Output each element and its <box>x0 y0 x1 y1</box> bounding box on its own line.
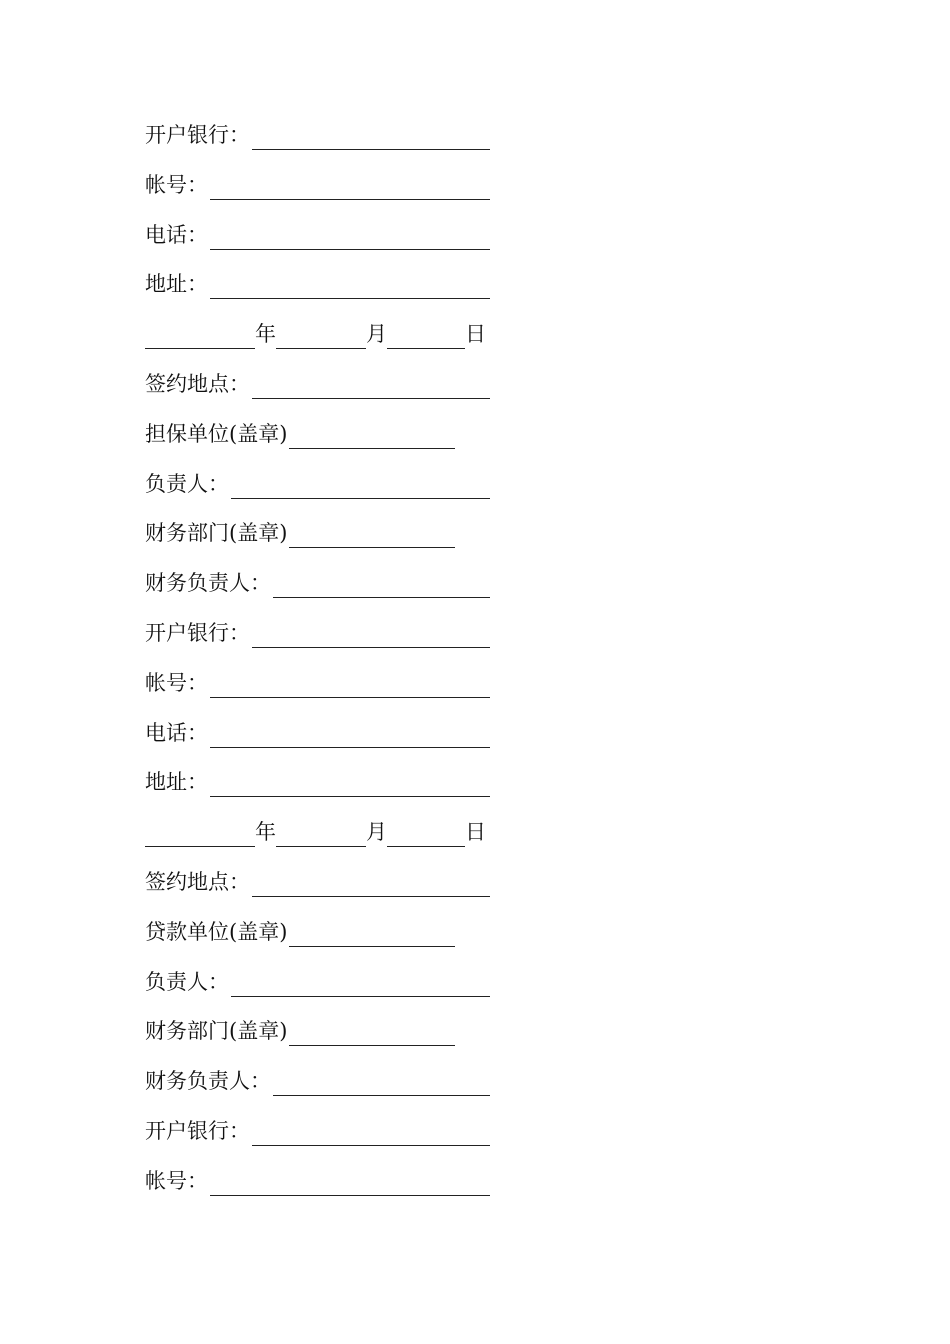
field-label: 财务部门(盖章) <box>145 1019 288 1044</box>
month-blank[interactable] <box>276 326 366 349</box>
field-label: 电话： <box>145 222 208 247</box>
field-line <box>145 570 490 600</box>
month-blank[interactable] <box>276 824 366 847</box>
field-blank[interactable] <box>252 874 490 897</box>
field-blank[interactable] <box>231 974 490 997</box>
field-line <box>145 869 490 899</box>
year-label: 年 <box>255 322 276 347</box>
stamp-line <box>145 520 455 550</box>
field-line <box>145 769 490 799</box>
field-label: 财务部门(盖章) <box>145 521 288 546</box>
field-blank[interactable] <box>252 1123 490 1146</box>
field-line <box>145 1168 490 1198</box>
stamp-blank[interactable] <box>289 1023 455 1046</box>
field-label: 签约地点： <box>145 372 250 396</box>
stamp-blank[interactable] <box>289 426 455 449</box>
field-blank[interactable] <box>210 276 490 299</box>
field-line <box>145 371 490 401</box>
year-label: 年 <box>255 820 276 845</box>
month-label: 月 <box>366 820 387 845</box>
field-line <box>145 969 490 999</box>
field-blank[interactable] <box>252 127 490 150</box>
field-line <box>145 720 490 750</box>
field-label: 开户银行： <box>145 621 250 645</box>
field-blank[interactable] <box>210 725 490 748</box>
field-line <box>145 122 490 152</box>
year-blank[interactable] <box>145 824 255 847</box>
field-label: 地址： <box>145 272 208 297</box>
field-label: 签约地点： <box>145 870 250 894</box>
stamp-line <box>145 919 455 949</box>
date-line <box>145 321 486 351</box>
day-label: 日 <box>465 322 486 347</box>
field-blank[interactable] <box>273 575 490 598</box>
field-label: 开户银行： <box>145 123 250 147</box>
field-label: 财务负责人： <box>145 1069 271 1094</box>
stamp-line <box>145 1018 455 1048</box>
field-blank[interactable] <box>210 675 490 698</box>
field-label: 负责人： <box>145 969 229 994</box>
field-blank[interactable] <box>210 1173 490 1196</box>
field-label: 帐号： <box>145 1168 208 1193</box>
field-label: 帐号： <box>145 172 208 197</box>
field-line <box>145 172 490 202</box>
day-blank[interactable] <box>387 326 465 349</box>
field-blank[interactable] <box>210 227 490 250</box>
field-label: 贷款单位(盖章) <box>145 919 288 944</box>
field-label: 帐号： <box>145 670 208 695</box>
date-line <box>145 819 486 849</box>
field-label: 电话： <box>145 720 208 745</box>
field-blank[interactable] <box>210 774 490 797</box>
day-blank[interactable] <box>387 824 465 847</box>
field-line <box>145 471 490 501</box>
field-label: 担保单位(盖章) <box>145 421 288 446</box>
day-label: 日 <box>465 820 486 845</box>
field-label: 地址： <box>145 770 208 795</box>
field-label: 财务负责人： <box>145 571 271 596</box>
field-blank[interactable] <box>231 476 490 499</box>
field-line <box>145 1118 490 1148</box>
stamp-blank[interactable] <box>289 924 455 947</box>
field-blank[interactable] <box>273 1073 490 1096</box>
field-blank[interactable] <box>252 376 490 399</box>
field-line <box>145 620 490 650</box>
field-line <box>145 271 490 301</box>
field-label: 负责人： <box>145 471 229 496</box>
field-line <box>145 222 490 252</box>
field-line <box>145 1068 490 1098</box>
stamp-blank[interactable] <box>289 525 455 548</box>
year-blank[interactable] <box>145 326 255 349</box>
field-line <box>145 670 490 700</box>
month-label: 月 <box>366 322 387 347</box>
field-blank[interactable] <box>210 177 490 200</box>
stamp-line <box>145 421 455 451</box>
field-label: 开户银行： <box>145 1119 250 1143</box>
field-blank[interactable] <box>252 625 490 648</box>
